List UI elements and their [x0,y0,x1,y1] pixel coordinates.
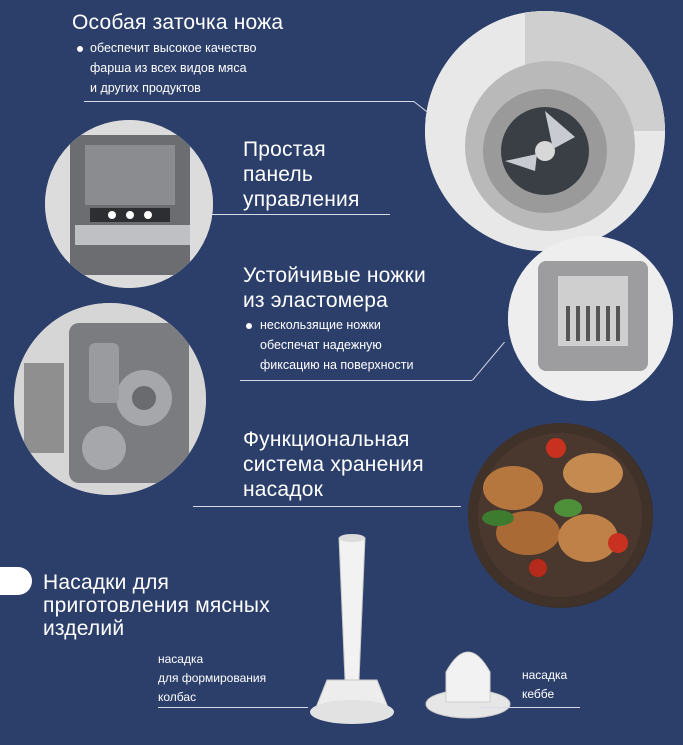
feature-title-knife: Особая заточка ножа [72,11,284,34]
connector-line [472,342,505,381]
sausage-attachment-label: насадка для формирования колбас [158,652,267,704]
attachments-title: Насадки для приготовления мясных изделий [43,571,270,640]
feature-bullet-feet: нескользящие ножки обеспечат надежную фиксацию на поверхности [260,318,414,372]
feature-title-storage: Функциональная система хранения насадок [243,428,424,501]
feature-title-feet: Устойчивые ножки из эластомера [243,264,426,312]
connector-line [158,707,308,708]
connector-line [84,101,414,102]
feature-title-panel: Простая панель управления [243,138,360,211]
feature-bullet-knife: обеспечит высокое качество фарша из всех видов мяса и других продуктов [90,41,257,95]
connector-line [193,506,461,507]
bullet-icon [77,46,83,52]
sausage-nozzle-image [297,530,407,740]
kebbe-attachment-label: насадка кеббе [522,668,568,701]
connector-line [195,214,390,215]
knife-grinder-image [425,11,665,251]
storage-system-image [14,303,206,495]
bullet-icon [246,323,252,329]
control-panel-image [45,120,213,288]
section-marker [0,567,32,595]
cutlets-plate-image [468,423,653,608]
kebbe-nozzle-image [418,632,518,732]
feet-image [508,236,673,401]
connector-line [240,380,472,381]
connector-line [480,707,580,708]
